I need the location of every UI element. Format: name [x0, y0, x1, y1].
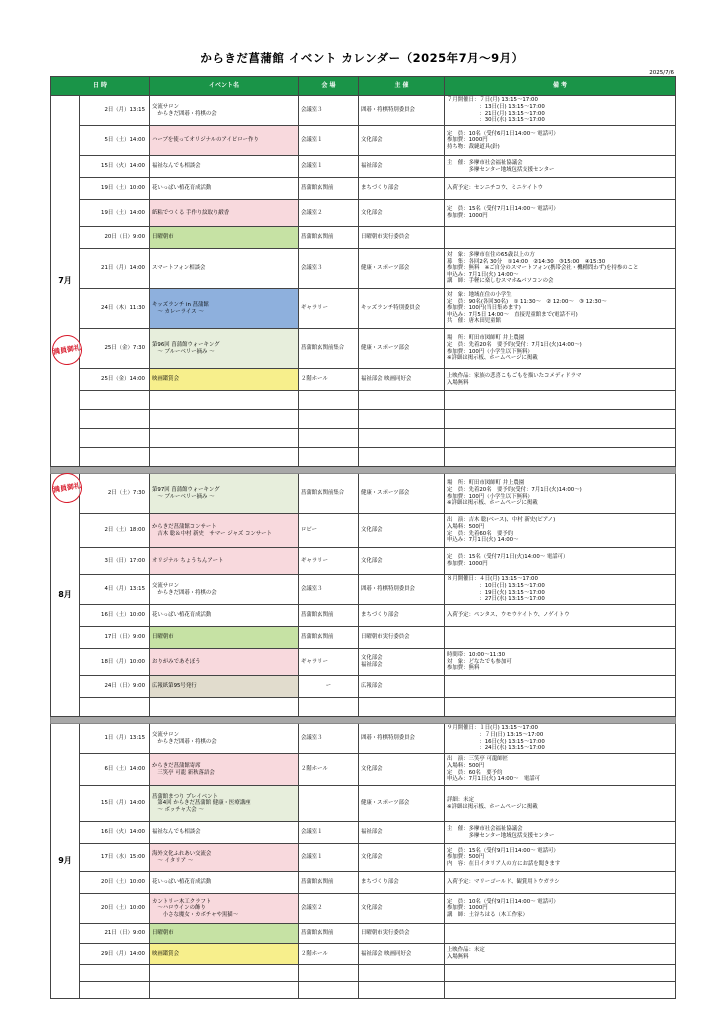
row-organizer: 日曜朝市実行委員会 — [359, 627, 445, 649]
row-venue: 会議室１ — [299, 844, 359, 872]
row-datetime — [80, 391, 150, 410]
row-datetime: 20日（土）10:00 — [80, 894, 150, 924]
row-venue — [299, 698, 359, 717]
row-venue: 菖蒲館玄関前 — [299, 227, 359, 249]
row-event-name: 第96回 菖蒲館ウォーキング 〜 ブルーベリー摘み 〜 — [150, 329, 299, 369]
row-organizer: 福祉部会 映画同好会 — [359, 369, 445, 391]
row-organizer: 福祉部会 — [359, 156, 445, 178]
row-remarks — [445, 391, 676, 410]
row-datetime: 4日（月）13:15 — [80, 575, 150, 605]
event-calendar-table — [50, 76, 676, 999]
row-datetime: 3日（日）17:00 — [80, 548, 150, 575]
row-remarks: 入荷予定：マリーゴールド、観賞用トウガラシ — [445, 872, 676, 894]
table-row — [51, 575, 676, 605]
table-row — [51, 448, 676, 467]
table-row — [51, 548, 676, 575]
header-event: イベント名 — [150, 77, 299, 96]
table-row — [51, 894, 676, 924]
row-event-name: 紙粘でつくる 手作り紋取り緞香 — [150, 200, 299, 227]
table-row — [51, 844, 676, 872]
row-remarks: 対 象：多摩市在住の65歳以上の方 募 集：各回2名 30分 ①14:00 ②14:30 ③15:00 ④15:30 参加費：無料 ※ご自分のスマートフォン(携帯会社・機種問わず)を持参のこと 申込み：7月1日(火) 14:00〜 講 師：手軽に楽しむスマホ&パソコンの会 — [445, 249, 676, 289]
row-remarks: 出 演：三笑亭 可龍師匠 入場料：500円 定 員：60名 要予約 申込み：7月1日(火) 14:00〜 電話可 — [445, 754, 676, 786]
row-datetime: 2日（土）18:00 — [80, 514, 150, 548]
month-separator — [51, 467, 676, 474]
row-datetime — [80, 448, 150, 467]
row-event-name: 花いっぱい植花育成活動 — [150, 605, 299, 627]
header-datetime: 日 時 — [51, 77, 150, 96]
row-organizer: 日曜朝市実行委員会 — [359, 924, 445, 944]
row-venue: 会議室１ — [299, 156, 359, 178]
row-remarks: 上映作品：家族の悲喜こもごもを描いたコメディドラマ 入場無料 — [445, 369, 676, 391]
table-row — [51, 329, 676, 369]
header-venue: 会 場 — [299, 77, 359, 96]
row-venue: 菖蒲館玄関前集合 — [299, 474, 359, 514]
row-organizer — [359, 410, 445, 429]
row-organizer: 文化部会 — [359, 514, 445, 548]
row-organizer: 文化部会 — [359, 894, 445, 924]
table-row — [51, 649, 676, 676]
row-organizer: 文化部会 — [359, 200, 445, 227]
table-row — [51, 369, 676, 391]
row-event-name: 日曜朝市 — [150, 627, 299, 649]
row-remarks — [445, 227, 676, 249]
table-row — [51, 289, 676, 329]
row-venue: 菖蒲館玄関前 — [299, 178, 359, 200]
row-organizer: 文化部会 — [359, 548, 445, 575]
row-venue: 会議室１ — [299, 126, 359, 156]
row-organizer: 囲碁・将棋特別委員会 — [359, 96, 445, 126]
row-venue — [299, 448, 359, 467]
row-event-name: ハーブを使ってオリジナルのアイピロー作り — [150, 126, 299, 156]
row-venue: ギャラリー — [299, 548, 359, 575]
row-datetime: 24日（木）11:30 — [80, 289, 150, 329]
row-event-name: 花いっぱい植花育成活動 — [150, 178, 299, 200]
row-datetime: 6日（土）14:00 — [80, 754, 150, 786]
row-remarks: 入荷予定：センニチコウ、ミニケイトウ — [445, 178, 676, 200]
table-row — [51, 965, 676, 982]
row-datetime: 17日（水）15:00 — [80, 844, 150, 872]
row-venue: ー — [299, 676, 359, 698]
row-remarks: 入荷予定：ペンタス、ウモウケイトウ、ノゲイトウ — [445, 605, 676, 627]
row-venue — [299, 965, 359, 982]
row-venue — [299, 410, 359, 429]
table-row — [51, 227, 676, 249]
row-organizer: 文化部会 福祉部会 — [359, 649, 445, 676]
row-event-name: スマートフォン相談会 — [150, 249, 299, 289]
row-organizer: 文化部会 — [359, 844, 445, 872]
table-row — [51, 822, 676, 844]
table-row — [51, 786, 676, 822]
row-remarks: 定 員：15名（受付9月1日14:00〜 電話可） 参加費：500円 内 容：在日イタリア人の方にお話を聞きます — [445, 844, 676, 872]
row-venue: 会議室３ — [299, 96, 359, 126]
row-remarks: 定 員：10名（受付9月1日14:00〜 電話可） 参加費：1000円 講 師：土谷ちはる（木工作家） — [445, 894, 676, 924]
row-remarks: 場 所：町田市図師町 井上農園 定 員：先着20名 要予約(受付：7月1日(火)14:00〜) 参加費：100円（小学生以下無料） ※詳細は掲示板、ホームページに掲載 — [445, 474, 676, 514]
table-row — [51, 754, 676, 786]
row-remarks: 主 催：多摩市社会福祉協議会 多摩センター地域包括支援センター — [445, 156, 676, 178]
row-venue: 菖蒲館玄関前 — [299, 605, 359, 627]
row-datetime: 16日（火）14:00 — [80, 822, 150, 844]
table-row — [51, 698, 676, 717]
row-remarks — [445, 676, 676, 698]
row-organizer — [359, 982, 445, 999]
row-remarks — [445, 924, 676, 944]
row-datetime — [80, 410, 150, 429]
row-remarks: 主 催：多摩市社会福祉協議会 多摩センター地域包括支援センター — [445, 822, 676, 844]
row-datetime — [80, 965, 150, 982]
row-venue: 菖蒲館玄関前集合 — [299, 329, 359, 369]
row-event-name: 交流サロン からきだ囲碁・将棋の会 — [150, 96, 299, 126]
row-datetime — [80, 698, 150, 717]
table-row — [51, 982, 676, 999]
table-row — [51, 429, 676, 448]
row-remarks — [445, 965, 676, 982]
row-remarks — [445, 698, 676, 717]
row-remarks — [445, 410, 676, 429]
row-remarks: 対 象：地域在住の小学生 定 員：90名(各回30名) ① 11:30〜 ② 12:00〜 ③ 12:30〜 参加費：100円(当日集めます) 申込み：7月5日 14:00〜 直接児童館まで(電話不可) 共 催：唐木田児童館 — [445, 289, 676, 329]
row-organizer — [359, 698, 445, 717]
table-row — [51, 872, 676, 894]
table-row — [51, 605, 676, 627]
row-organizer: 健康・スポーツ部会 — [359, 786, 445, 822]
row-organizer: 囲碁・将棋特別委員会 — [359, 724, 445, 754]
header-organizer: 主 催 — [359, 77, 445, 96]
row-organizer: 健康・スポーツ部会 — [359, 474, 445, 514]
row-datetime: 21日（日）9:00 — [80, 924, 150, 944]
row-organizer: キッズランチ特別委員会 — [359, 289, 445, 329]
row-organizer: 健康・スポーツ部会 — [359, 249, 445, 289]
row-remarks: 詳細：未定 ※詳細は掲示板、ホームページに掲載 — [445, 786, 676, 822]
row-datetime: 29日（月）14:00 — [80, 944, 150, 965]
row-organizer: 健康・スポーツ部会 — [359, 329, 445, 369]
row-event-name — [150, 410, 299, 429]
row-datetime: 15日（月）14:00 — [80, 786, 150, 822]
table-row — [51, 126, 676, 156]
row-venue: ギャラリー — [299, 289, 359, 329]
row-organizer — [359, 448, 445, 467]
page-title: からきだ菖蒲館 イベント カレンダー（2025年7月〜9月） — [200, 51, 524, 65]
row-event-name — [150, 391, 299, 410]
row-datetime — [80, 429, 150, 448]
row-datetime: 2日（土）7:30 — [80, 474, 150, 514]
sold-out-stamp: 満員御礼 — [50, 471, 85, 506]
row-remarks — [445, 982, 676, 999]
row-remarks: 時間帯：10:00〜11:30 対 象：どなたでも参加可 参加費：無料 — [445, 649, 676, 676]
row-remarks — [445, 627, 676, 649]
row-organizer — [359, 391, 445, 410]
row-venue: 会議室３ — [299, 724, 359, 754]
row-event-name: 映画鑑賞会 — [150, 369, 299, 391]
row-venue: 会議室２ — [299, 894, 359, 924]
row-remarks: 出 演：吉木 聡(ベース)、中村 新史(ピアノ) 入場料：500円 定 員：先着60名 要予約 申込み：7月1日(火) 14:00〜 — [445, 514, 676, 548]
row-event-name: 映画鑑賞会 — [150, 944, 299, 965]
row-datetime: 19日（土）10:00 — [80, 178, 150, 200]
row-venue: ２階ホール — [299, 369, 359, 391]
row-organizer: 文化部会 — [359, 126, 445, 156]
row-datetime: 20日（日）9:00 — [80, 227, 150, 249]
table-row — [51, 724, 676, 754]
row-remarks: 定 員：10名（受付6月1日14:00〜 電話可） 参加費：1000円 持ち物：裁縫道具(針) — [445, 126, 676, 156]
row-datetime: 18日（月）10:00 — [80, 649, 150, 676]
row-datetime: 5日（土）14:00 — [80, 126, 150, 156]
row-datetime: 25日（金）7:30 — [80, 329, 150, 369]
row-remarks: ７月開催日：７日(月) 13:15〜17:00 ：13日(日) 13:15〜17:00 ：21日(月) 13:15〜17:00 ：30日(水) 13:15〜17:00 — [445, 96, 676, 126]
row-remarks: ９月開催日：１日(月) 13:15〜17:00 ：７日(日) 13:15〜17:00 ：16日(火) 13:15〜17:00 ：24日(水) 13:15〜17:00 — [445, 724, 676, 754]
row-event-name — [150, 448, 299, 467]
row-venue — [299, 391, 359, 410]
row-event-name: 日曜朝市 — [150, 924, 299, 944]
row-remarks — [445, 429, 676, 448]
row-venue — [299, 429, 359, 448]
row-datetime: 1日（月）13:15 — [80, 724, 150, 754]
row-organizer: 広報部会 — [359, 676, 445, 698]
row-venue — [299, 786, 359, 822]
table-row — [51, 249, 676, 289]
row-event-name: 第97回 菖蒲館ウォーキング 〜 ブルーベリー摘み 〜 — [150, 474, 299, 514]
table-row — [51, 944, 676, 965]
updated-date: 2025/7/6 — [649, 70, 674, 76]
table-row — [51, 514, 676, 548]
row-organizer: 日曜朝市実行委員会 — [359, 227, 445, 249]
table-row — [51, 410, 676, 429]
row-event-name: 日曜朝市 — [150, 227, 299, 249]
row-event-name: カントリー木工クラフト 〜ハロウインの飾り 小さな魔女・カボチャや黒猫〜 — [150, 894, 299, 924]
row-remarks: 定 員：15名（受付7月1日(火)14:00〜 電話可） 参加費：1000円 — [445, 548, 676, 575]
row-organizer: まちづくり部会 — [359, 605, 445, 627]
row-datetime: 24日（日）9:00 — [80, 676, 150, 698]
table-row — [51, 627, 676, 649]
row-organizer — [359, 429, 445, 448]
row-datetime — [80, 982, 150, 999]
row-venue: 会議室２ — [299, 200, 359, 227]
table-row — [51, 178, 676, 200]
sold-out-stamp: 満員御礼 — [50, 333, 85, 368]
row-event-name: キッズランチ in 菖蒲館 〜 カレーライス 〜 — [150, 289, 299, 329]
row-datetime: 17日（日）9:00 — [80, 627, 150, 649]
row-remarks: 場 所：町田市図師町 井上農園 定 員：先着20名 要予約(受付：7月1日(火)14:00〜) 参加費：100円（小学生以下無料） ※詳細は掲示板、ホームページに掲載 — [445, 329, 676, 369]
row-remarks — [445, 448, 676, 467]
row-event-name: 海外文化ふれあい交流会 〜 イタリア 〜 — [150, 844, 299, 872]
row-event-name — [150, 429, 299, 448]
row-event-name — [150, 982, 299, 999]
table-row — [51, 96, 676, 126]
table-row — [51, 200, 676, 227]
month-label: 9月 — [51, 724, 80, 999]
row-venue: 会議室３ — [299, 575, 359, 605]
row-organizer: まちづくり部会 — [359, 178, 445, 200]
row-event-name — [150, 965, 299, 982]
row-organizer: 福祉部会 — [359, 822, 445, 844]
row-event-name: 福祉なんでも相談会 — [150, 822, 299, 844]
row-venue: ギャラリー — [299, 649, 359, 676]
row-event-name — [150, 698, 299, 717]
row-event-name: 福祉なんでも相談会 — [150, 156, 299, 178]
row-datetime: 25日（金）14:00 — [80, 369, 150, 391]
row-event-name: 広報紙第95号発行 — [150, 676, 299, 698]
row-venue: ロビー — [299, 514, 359, 548]
row-venue: 会議室１ — [299, 822, 359, 844]
row-datetime: 21日（月）14:00 — [80, 249, 150, 289]
row-remarks: ８月開催日：４日(月) 13:15〜17:00 ：10日(日) 13:15〜17:00 ：19日(火) 13:15〜17:00 ：27日(水) 13:15〜17:00 — [445, 575, 676, 605]
row-organizer: 囲碁・将棋特別委員会 — [359, 575, 445, 605]
month-label: 7月 — [51, 96, 80, 467]
row-remarks: 上映作品：未定 入場無料 — [445, 944, 676, 965]
row-venue: ２階ホール — [299, 944, 359, 965]
row-datetime: 19日（土）14:00 — [80, 200, 150, 227]
row-venue — [299, 982, 359, 999]
row-organizer: まちづくり部会 — [359, 872, 445, 894]
row-event-name: おりがみであそぼう — [150, 649, 299, 676]
row-venue: 菖蒲館玄関前 — [299, 627, 359, 649]
header-row — [51, 77, 676, 96]
table-row — [51, 676, 676, 698]
row-event-name: からきだ菖蒲館寄席 三笑亭 可龍 新秋落語会 — [150, 754, 299, 786]
table-row — [51, 474, 676, 514]
row-event-name: 花いっぱい植花育成活動 — [150, 872, 299, 894]
row-remarks: 定 員：15名（受付7月1日14:00〜 電話可） 参加費：1000円 — [445, 200, 676, 227]
row-datetime: 20日（土）10:00 — [80, 872, 150, 894]
month-separator — [51, 717, 676, 724]
table-row — [51, 924, 676, 944]
row-organizer — [359, 965, 445, 982]
row-event-name: オリジナル ちょうちんアート — [150, 548, 299, 575]
row-event-name: からきだ菖蒲館コンサート 吉木 聡＆中村 新史 サマー ジャズ コンサート — [150, 514, 299, 548]
row-event-name: 菖蒲館まつり プレイベント 第4回 からきだ菖蒲館 健康・医療講座 〜 ボッチャ大会 〜 — [150, 786, 299, 822]
row-datetime: 2日（月）13:15 — [80, 96, 150, 126]
row-datetime: 16日（土）10:00 — [80, 605, 150, 627]
header-remarks: 備 考 — [445, 77, 676, 96]
table-row — [51, 156, 676, 178]
row-venue: 菖蒲館玄関前 — [299, 872, 359, 894]
row-venue: 会議室３ — [299, 249, 359, 289]
row-organizer: 福祉部会 映画同好会 — [359, 944, 445, 965]
row-venue: 菖蒲館玄関前 — [299, 924, 359, 944]
row-event-name: 交流サロン からきだ囲碁・将棋の会 — [150, 575, 299, 605]
month-label: 8月 — [51, 474, 80, 717]
table-row — [51, 391, 676, 410]
row-organizer: 文化部会 — [359, 754, 445, 786]
row-event-name: 交流サロン からきだ囲碁・将棋の会 — [150, 724, 299, 754]
row-datetime: 15日（火）14:00 — [80, 156, 150, 178]
row-venue: ２階ホール — [299, 754, 359, 786]
